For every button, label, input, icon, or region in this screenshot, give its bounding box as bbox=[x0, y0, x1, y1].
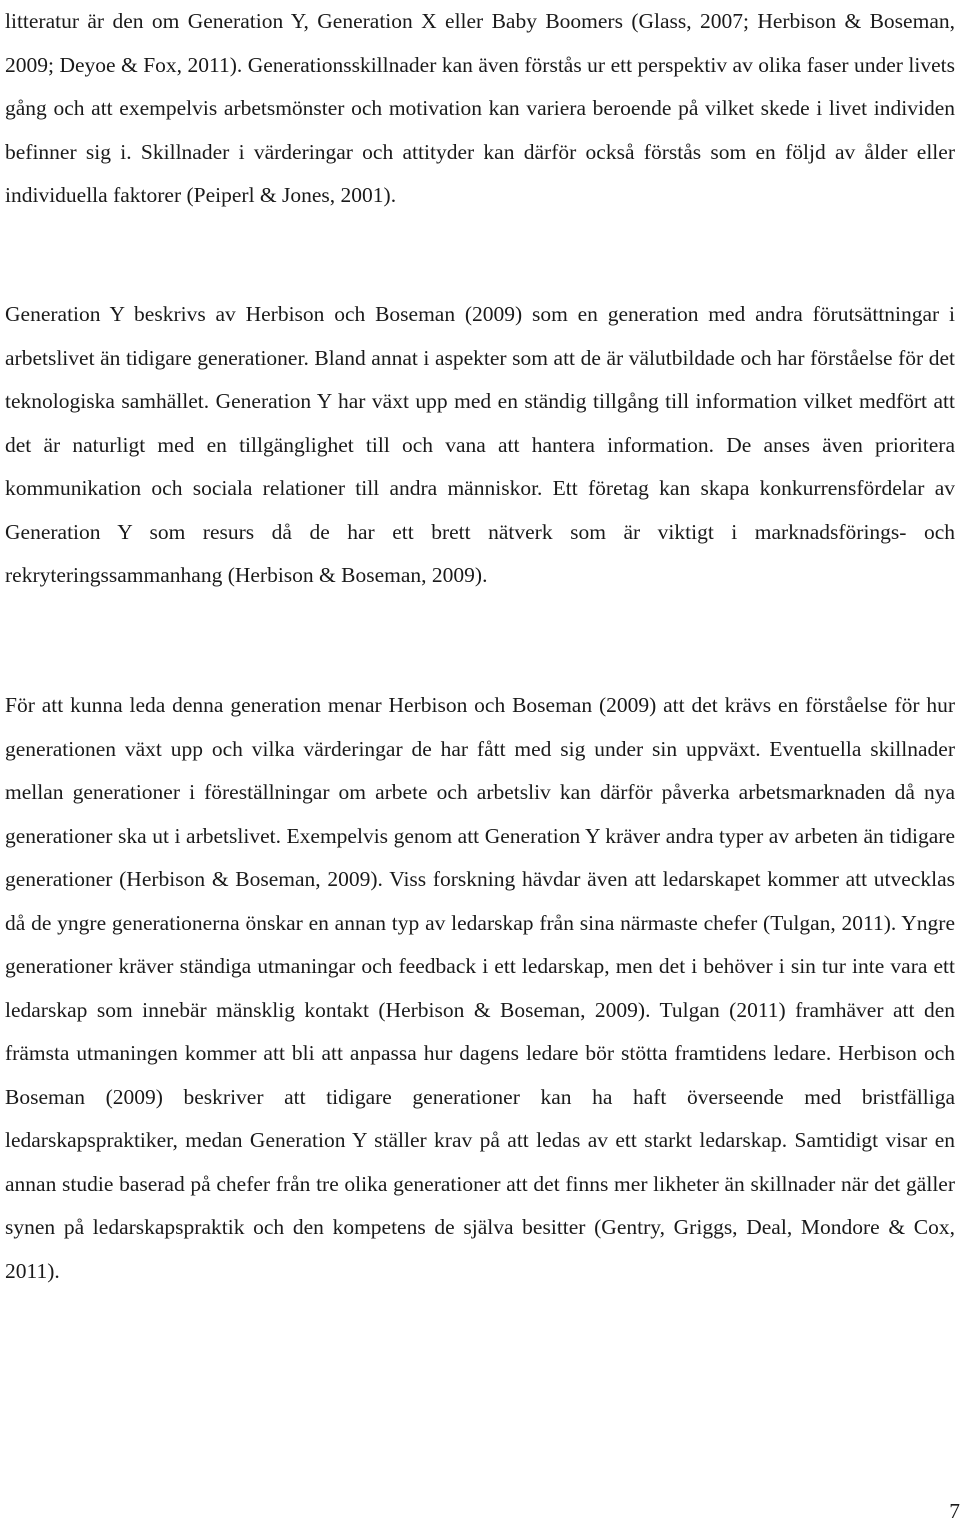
paragraph-generation-y-description: Generation Y beskrivs av Herbison och Boseman (2009) som en generation med andra förutsättningar i arbetslivet än tidigare generationer. Bland annat i aspekter som att de är välutbildade och har förståelse för det teknologiska samhället. Generation Y har växt upp med en ständig tillgång till information vilket medfört att det är naturligt med en tillgänglighet till och vana att hantera information. De anses även prioritera kommunikation och sociala relationer till andra människor. Ett företag kan skapa konkurrensfördelar av Generation Y som resurs då de har ett brett nätverk som är viktigt i marknadsförings- och rekryteringssammanhang (Herbison & Boseman, 2009). bbox=[5, 302, 955, 587]
paragraph-leading-generation-y: För att kunna leda denna generation menar Herbison och Boseman (2009) att det krävs en förståelse för hur generationen växt upp och vilka värderingar de har fått med sig under sin uppväxt. Eventuella skillnader mellan generationer i föreställningar om arbete och arbetsliv kan därför påverka arbetsmarknaden då nya generationer ska ut i arbetslivet. Exempelvis genom att Generation Y kräver andra typer av arbeten än tidigare generationer (Herbison & Boseman, 2009). Viss forskning hävdar även att ledarskapet kommer att utvecklas då de yngre generationerna önskar en annan typ av ledarskap från sina närmaste chefer (Tulgan, 2011). Yngre generationer kräver ständiga utmaningar och feedback i ett ledarskap, men det i behöver i sin tur inte vara ett ledarskap som innebär mänsklig kontakt (Herbison & Boseman, 2009). Tulgan (2011) framhäver att den främsta utmaningen kommer att bli att anpassa hur dagens ledare bör stötta framtidens ledare. Herbison och Boseman (2009) beskriver att tidigare generationer kan ha haft överseende med bristfälliga ledarskapspraktiker, medan Generation Y ställer krav på att ledas av ett starkt ledarskap. Samtidigt visar en annan studie baserad på chefer från tre olika generationer att det finns mer likheter än skillnader när det gäller synen på ledarskapspraktik och den kompetens de själva besitter (Gentry, Griggs, Deal, Mondore & Cox, 2011). bbox=[5, 693, 955, 1283]
paragraph-generation-differences: litteratur är den om Generation Y, Generation X eller Baby Boomers (Glass, 2007; Herbison & Boseman, 2009; Deyoe & Fox, 2011). Generationsskillnader kan även förstås ur ett perspektiv av olika faser under livets gång och att exempelvis arbetsmönster och motivation kan variera beroende på vilket skede i livet individen befinner sig i. Skillnader i värderingar och attityder kan därför också förstås som en följd av ålder eller individuella faktorer (Peiperl & Jones, 2001). bbox=[5, 9, 955, 207]
page-number: 7 bbox=[949, 1499, 960, 1523]
